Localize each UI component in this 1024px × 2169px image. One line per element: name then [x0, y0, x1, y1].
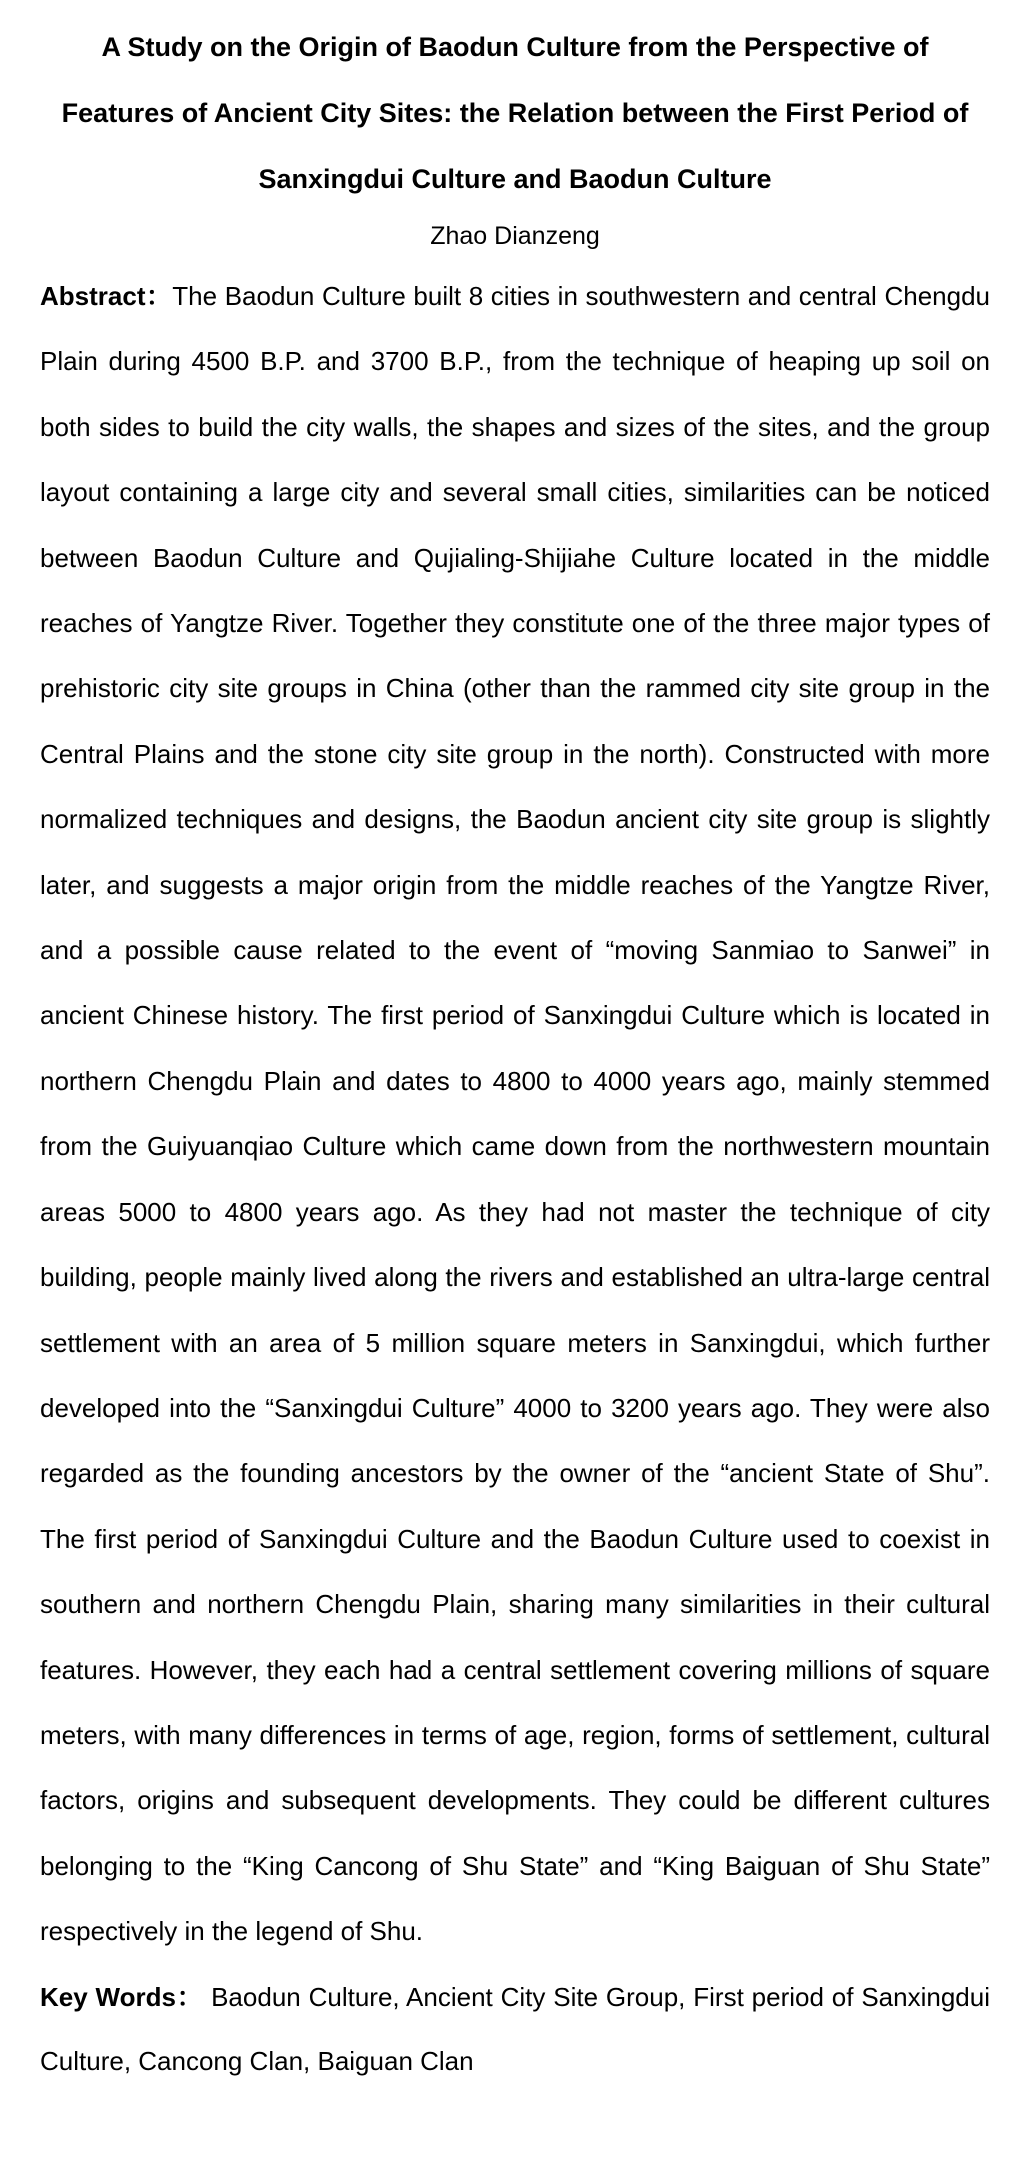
keywords-label: Key Words：	[40, 1981, 204, 2012]
document-page	[40, 14, 990, 2093]
keywords-text: Baodun Culture, Ancient City Site Group, First period of Sanxingdui Culture, Cancong Clan, Baiguan Clan	[40, 1981, 990, 2076]
keywords-paragraph	[40, 1965, 990, 2093]
abstract-text: The Baodun Culture built 8 cities in southwestern and central Chengdu Plain during 4500 B.P. and 3700 B.P., from the technique of heaping up soil on both sides to build the city walls, the shapes and sizes of the sites, and the group layout containing a large city and several small cities, similarities can be noticed between Baodun Culture and Qujialing-Shijiahe Culture located in the middle reaches of Yangtze River. Together they constitute one of the three major types of prehistoric city site groups in China (other than the rammed city site group in the Central Plains and the stone city site group in the north). Constructed with more normalized techniques and designs, the Baodun ancient city site group is slightly later, and suggests a major origin from the middle reaches of the Yangtze River, and a possible cause related to the event of “moving Sanmiao to Sanwei” in ancient Chinese history. The first period of Sanxingdui Culture which is located in northern Chengdu Plain and dates to 4800 to 4000 years ago, mainly stemmed from the Guiyuanqiao Culture which came down from the northwestern mountain areas 5000 to 4800 years ago. As they had not master the technique of city building, people mainly lived along the rivers and established an ultra-large central settlement with an area of 5 million square meters in Sanxingdui, which further developed into the “Sanxingdui Culture” 4000 to 3200 years ago. They were also regarded as the founding ancestors by the owner of the “ancient State of Shu”. The first period of Sanxingdui Culture and the Baodun Culture used to coexist in southern and northern Chengdu Plain, sharing many similarities in their cultural features. However, they each had a central settlement covering millions of square meters, with many differences in terms of age, region, forms of settlement, cultural factors, origins and subsequent developments. They could be different cultures belonging to the “King Cancong of Shu State” and “King Baiguan of Shu State” respectively in the legend of Shu.	[40, 281, 990, 1947]
paper-title: A Study on the Origin of Baodun Culture from the Perspective of Features of Ancient City Sites: the Relation between the First Period of Sanxingdui Culture and Baodun Culture	[61, 32, 969, 194]
abstract-paragraph	[40, 264, 990, 1965]
abstract-label: Abstract：	[40, 281, 173, 311]
author-name: Zhao Dianzeng	[430, 222, 600, 250]
